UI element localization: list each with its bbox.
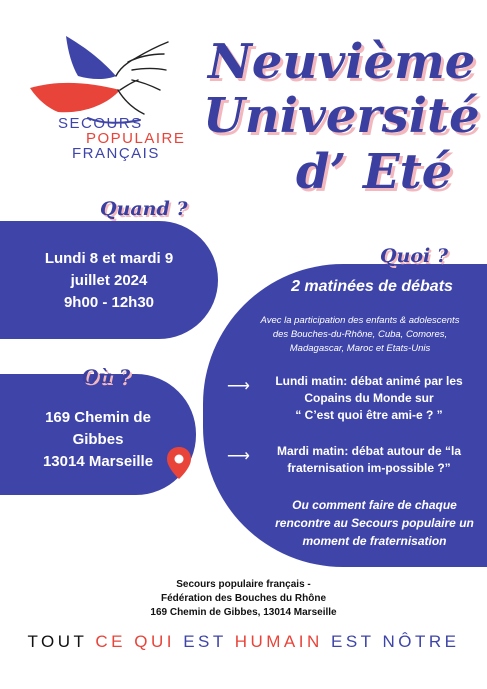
item2-line-2: fraternisation im-possible ?”	[287, 461, 451, 475]
item1-line-3: “ C’est quoi être ami-e ? ”	[295, 408, 443, 422]
item2-line-1: Mardi matin: débat autour de “la	[276, 444, 462, 458]
closing-line-1: Ou comment faire de chaque	[292, 498, 457, 512]
quoi-label: Quoi ?	[380, 245, 449, 267]
footer-org-line-2: Fédération des Bouches du Rhône	[160, 593, 327, 604]
footer-org-line-3: 169 Chemin de Gibbes, 13014 Marseille	[150, 607, 337, 618]
title-line-2: Université	[203, 88, 480, 144]
quand-label: Quand ?	[100, 198, 188, 220]
logo-text-francais: FRANÇAIS	[72, 145, 160, 162]
ou-label: Où ?	[82, 366, 131, 388]
slogan-word: NÔTRE	[382, 632, 460, 651]
item1-line-2: Copains du Monde sur	[304, 391, 434, 405]
slogan-word: HUMAIN	[234, 632, 323, 651]
closing-line-2: rencontre au Secours populaire un	[275, 516, 474, 530]
participation-line-3: Madagascar, Maroc et Etats-Unis	[289, 343, 431, 354]
address-line-1: 169 Chemin de	[45, 409, 151, 426]
arrow-right-icon: ⟶	[227, 378, 250, 395]
footer-org-line-1: Secours populaire français -	[176, 579, 311, 590]
winged-hand-icon	[28, 28, 198, 128]
logo-text-secours: SECOURS	[58, 115, 143, 132]
item1-line-1: Lundi matin: débat animé par les	[275, 374, 463, 388]
closing-line-3: moment de fraternisation	[302, 534, 447, 548]
arrow-right-icon: ⟶	[227, 448, 250, 465]
slogan-word: QUI	[134, 632, 175, 651]
quoi-item-2	[227, 443, 477, 479]
participation-line-2: des Bouches-du-Rhône, Cuba, Comores,	[272, 329, 448, 340]
title-line-3: d’ Eté	[296, 144, 453, 200]
address-line-2: Gibbes	[72, 431, 124, 448]
logo-text-populaire: POPULAIRE	[86, 130, 186, 147]
slogan	[0, 632, 487, 652]
secours-populaire-logo	[28, 28, 198, 168]
slogan-word: CE	[95, 632, 126, 651]
participation-line-1: Avec la participation des enfants & adolescents	[260, 315, 460, 326]
date-line-2: juillet 2024	[70, 272, 148, 289]
quoi-headline: 2 matinées de débats	[291, 278, 453, 295]
quand-panel	[0, 221, 218, 339]
date-line-1: Lundi 8 et mardi 9	[44, 250, 174, 267]
quoi-item-1	[227, 373, 477, 425]
location-pin-icon	[166, 446, 192, 480]
slogan-word: TOUT	[27, 632, 88, 651]
title-line-1: Neuvième	[208, 34, 476, 90]
slogan-word: EST	[183, 632, 227, 651]
hours: 9h00 - 12h30	[63, 294, 155, 311]
slogan-word: EST	[331, 632, 375, 651]
address-line-3: 13014 Marseille	[42, 453, 154, 470]
